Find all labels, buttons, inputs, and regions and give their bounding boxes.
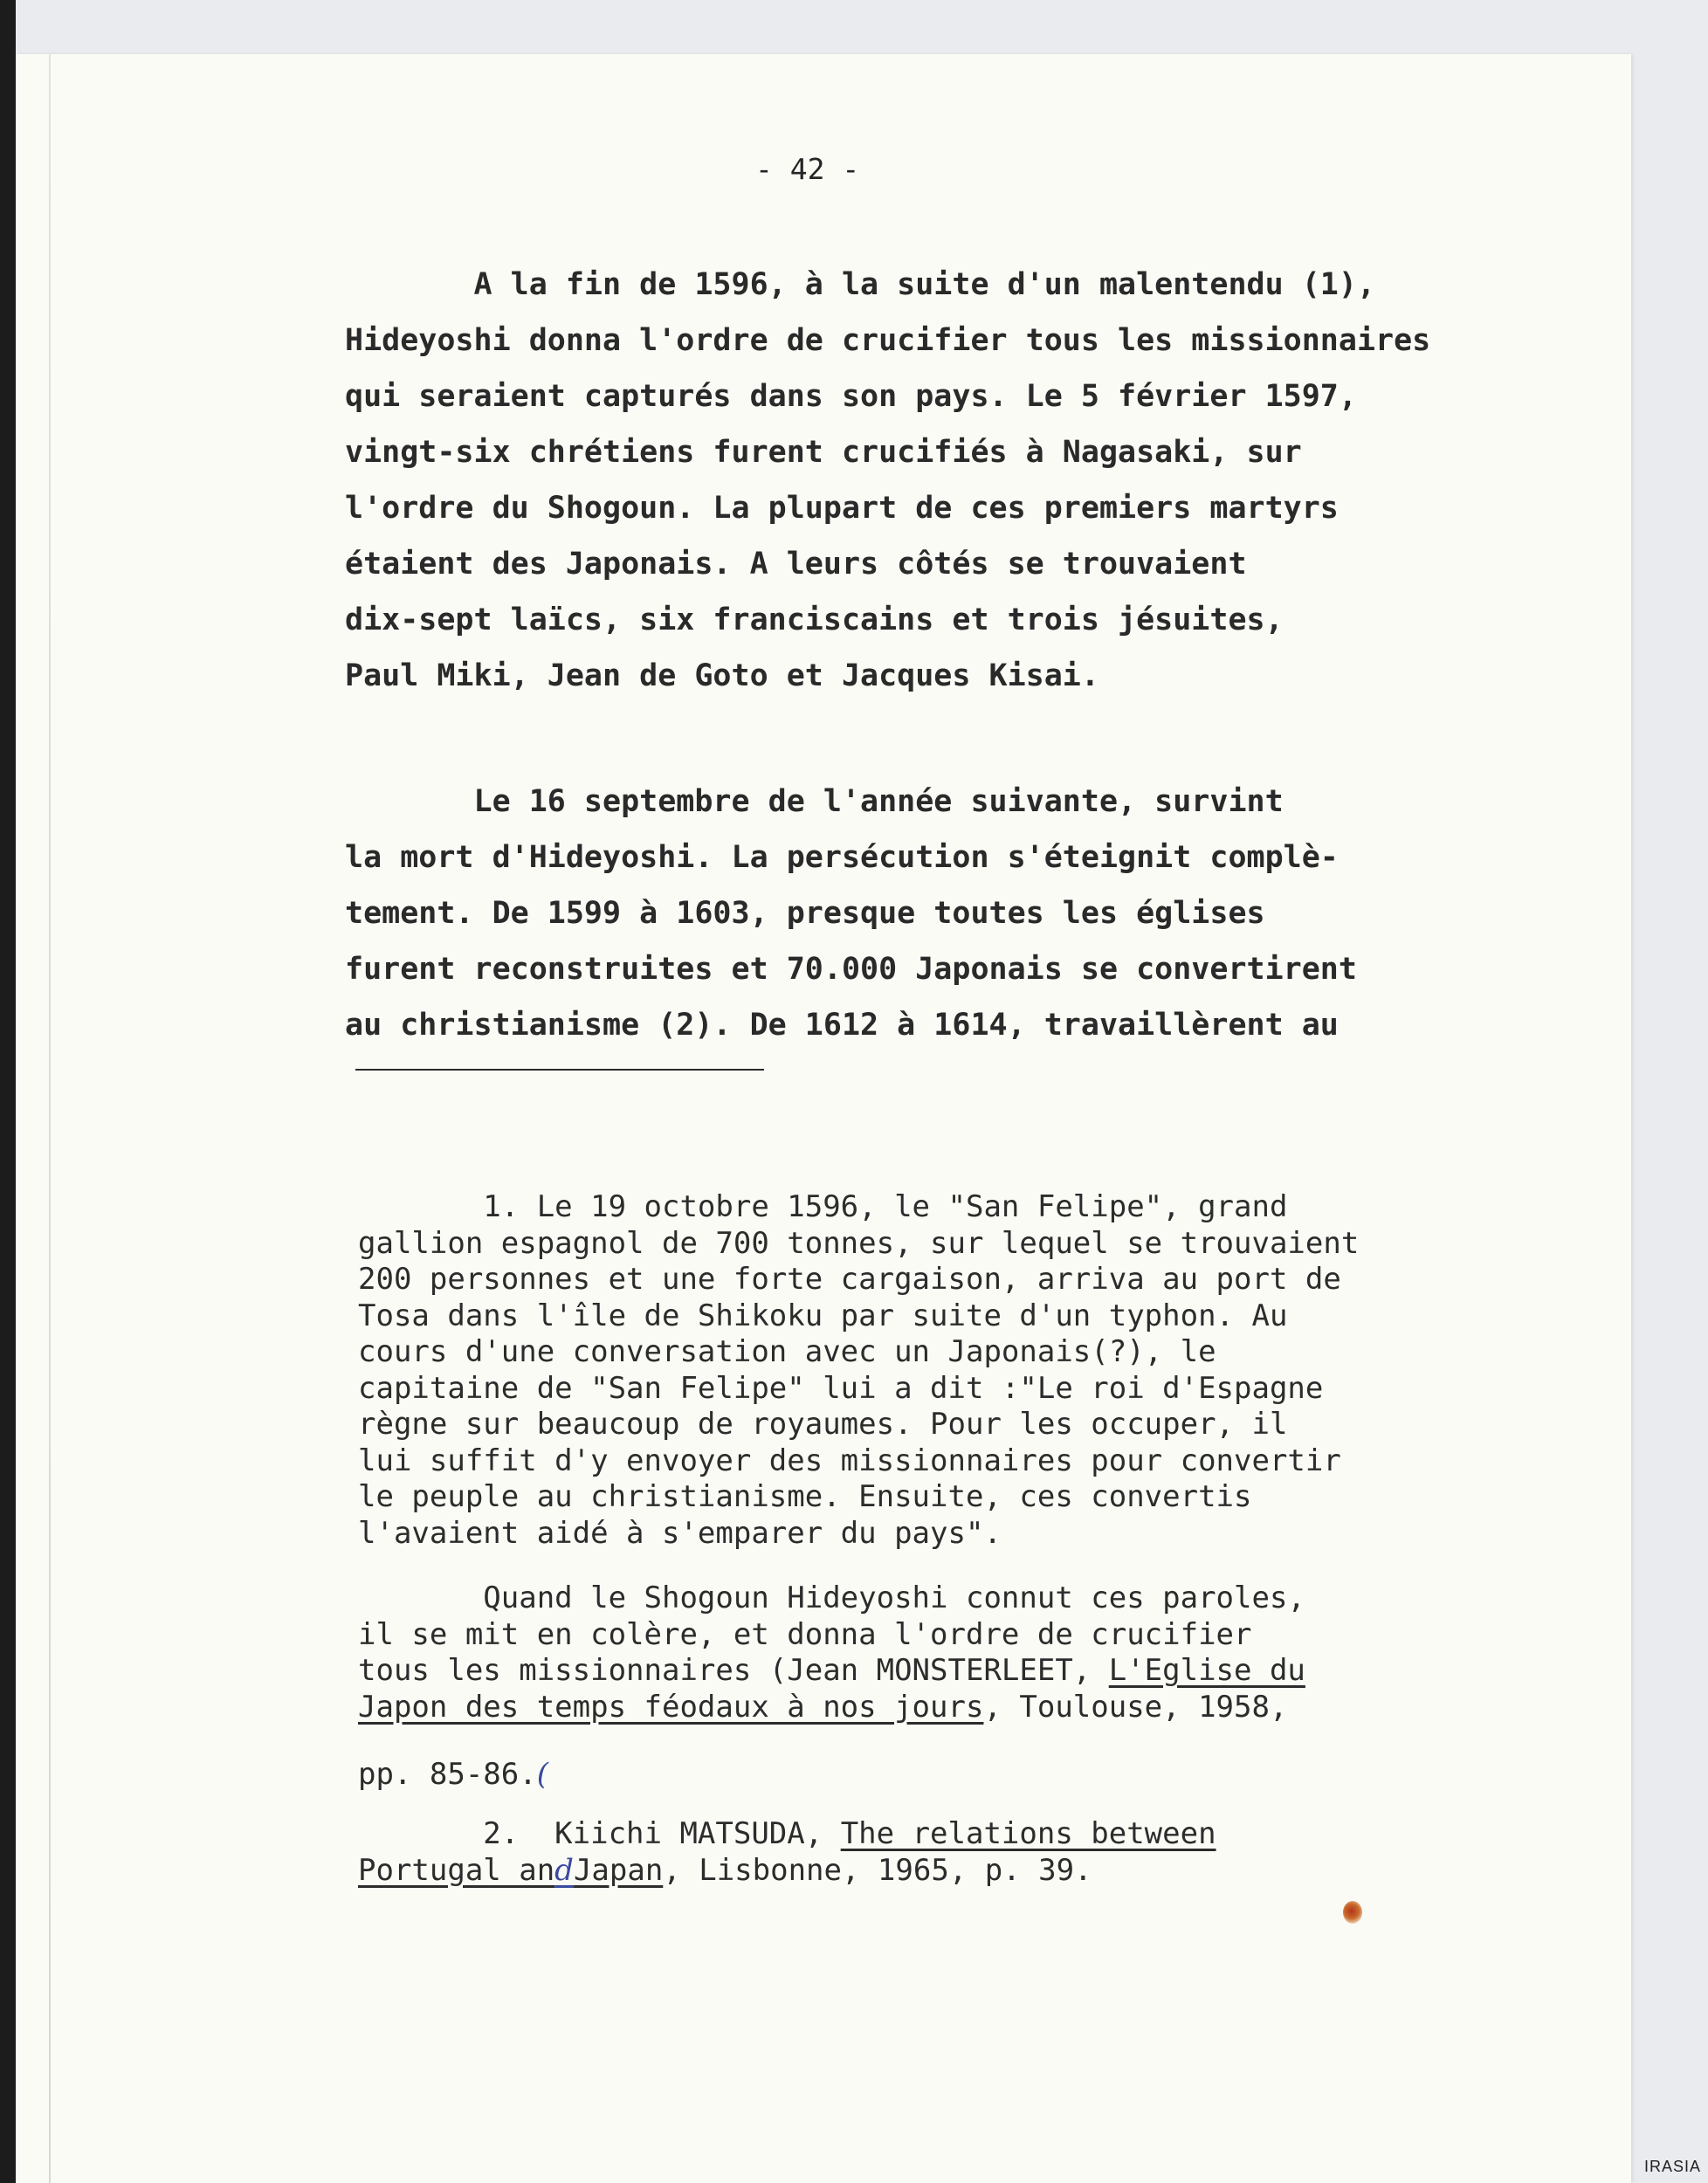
body-paragraph-2: Le 16 septembre de l'année suivante, survint la mort d'Hideyoshi. La persécution s'éteignit complè- tement. De 1599 à 1603, presque toutes les églises furent reconstruites et 70.000 Japonais se convertirent au christianisme (2). De 1612 à 1614, travaillèrent au bbox=[345, 784, 1357, 1043]
footnote-1-publication: , Toulouse, 1958, bbox=[983, 1689, 1288, 1725]
page-fold-line bbox=[49, 54, 51, 2183]
footnote-separator bbox=[355, 1069, 764, 1071]
archive-watermark: IRASIA bbox=[1643, 2158, 1701, 2175]
footnote-1-continuation bbox=[358, 1580, 1305, 1725]
document-page bbox=[16, 54, 1631, 2183]
footnote-1-title-line1: L'Eglise du bbox=[1108, 1653, 1305, 1688]
binder-edge bbox=[0, 0, 16, 2183]
footnote-2 bbox=[358, 1816, 1216, 1889]
footnote-1-page-range: pp. 85-86. bbox=[358, 1757, 537, 1792]
footnote-2-author: 2. Kiichi MATSUDA, bbox=[358, 1816, 841, 1851]
handwritten-correction: d bbox=[554, 1852, 574, 1888]
body-paragraph-1: A la fin de 1596, à la suite d'un malentendu (1), Hideyoshi donna l'ordre de crucifier tous les missionnaires qui seraient capturés dans son pays. Le 5 février 1597, vingt-six chrétiens furent crucifiés à Nagasaki, sur l'ordre du Shogoun. La plupart de ces premiers martyrs étaient des Japonais. A leurs côtés se trouvaient dix-sept laïcs, six franciscains et trois jésuites, Paul Miki, Jean de Goto et Jacques Kisai. bbox=[345, 267, 1431, 693]
footnote-1-title-line2: Japon des temps féodaux à nos jours bbox=[358, 1689, 984, 1725]
footnote-2-publication: , Lisbonne, 1965, p. 39. bbox=[663, 1852, 1092, 1888]
handwritten-mark: ( bbox=[536, 1757, 548, 1792]
page-number: - 42 - bbox=[755, 152, 860, 186]
footnote-1-continuation-text: Quand le Shogoun Hideyoshi connut ces paroles, il se mit en colère, et donna l'ordre de crucifier tous les missionnaires (Jean MONSTERLEET, bbox=[358, 1580, 1305, 1688]
ink-stain bbox=[1343, 1901, 1362, 1924]
footnote-1: 1. Le 19 octobre 1596, le "San Felipe", grand gallion espagnol de 700 tonnes, sur lequel se trouvaient 200 personnes et une forte cargaison, arriva au port de Tosa dans l'île de Shikoku par suite d'un typhon. Au cours d'une conversation avec un Japonais(?), le capitaine de "San Felipe" lui a dit :"Le roi d'Espagne règne sur beaucoup de royaumes. Pour les occuper, il lui suffit d'y envoyer des missionnaires pour convertir le peuple au christianisme. Ensuite, ces convertis l'avaient aidé à s'emparer du pays". bbox=[358, 1189, 1360, 1551]
footnote-2-title-line1: The relations between bbox=[840, 1816, 1216, 1851]
footnote-1-pages bbox=[358, 1757, 548, 1794]
footnote-2-title-part1: Portugal an bbox=[358, 1852, 555, 1888]
footnote-2-title-part2: Japan bbox=[573, 1852, 664, 1888]
